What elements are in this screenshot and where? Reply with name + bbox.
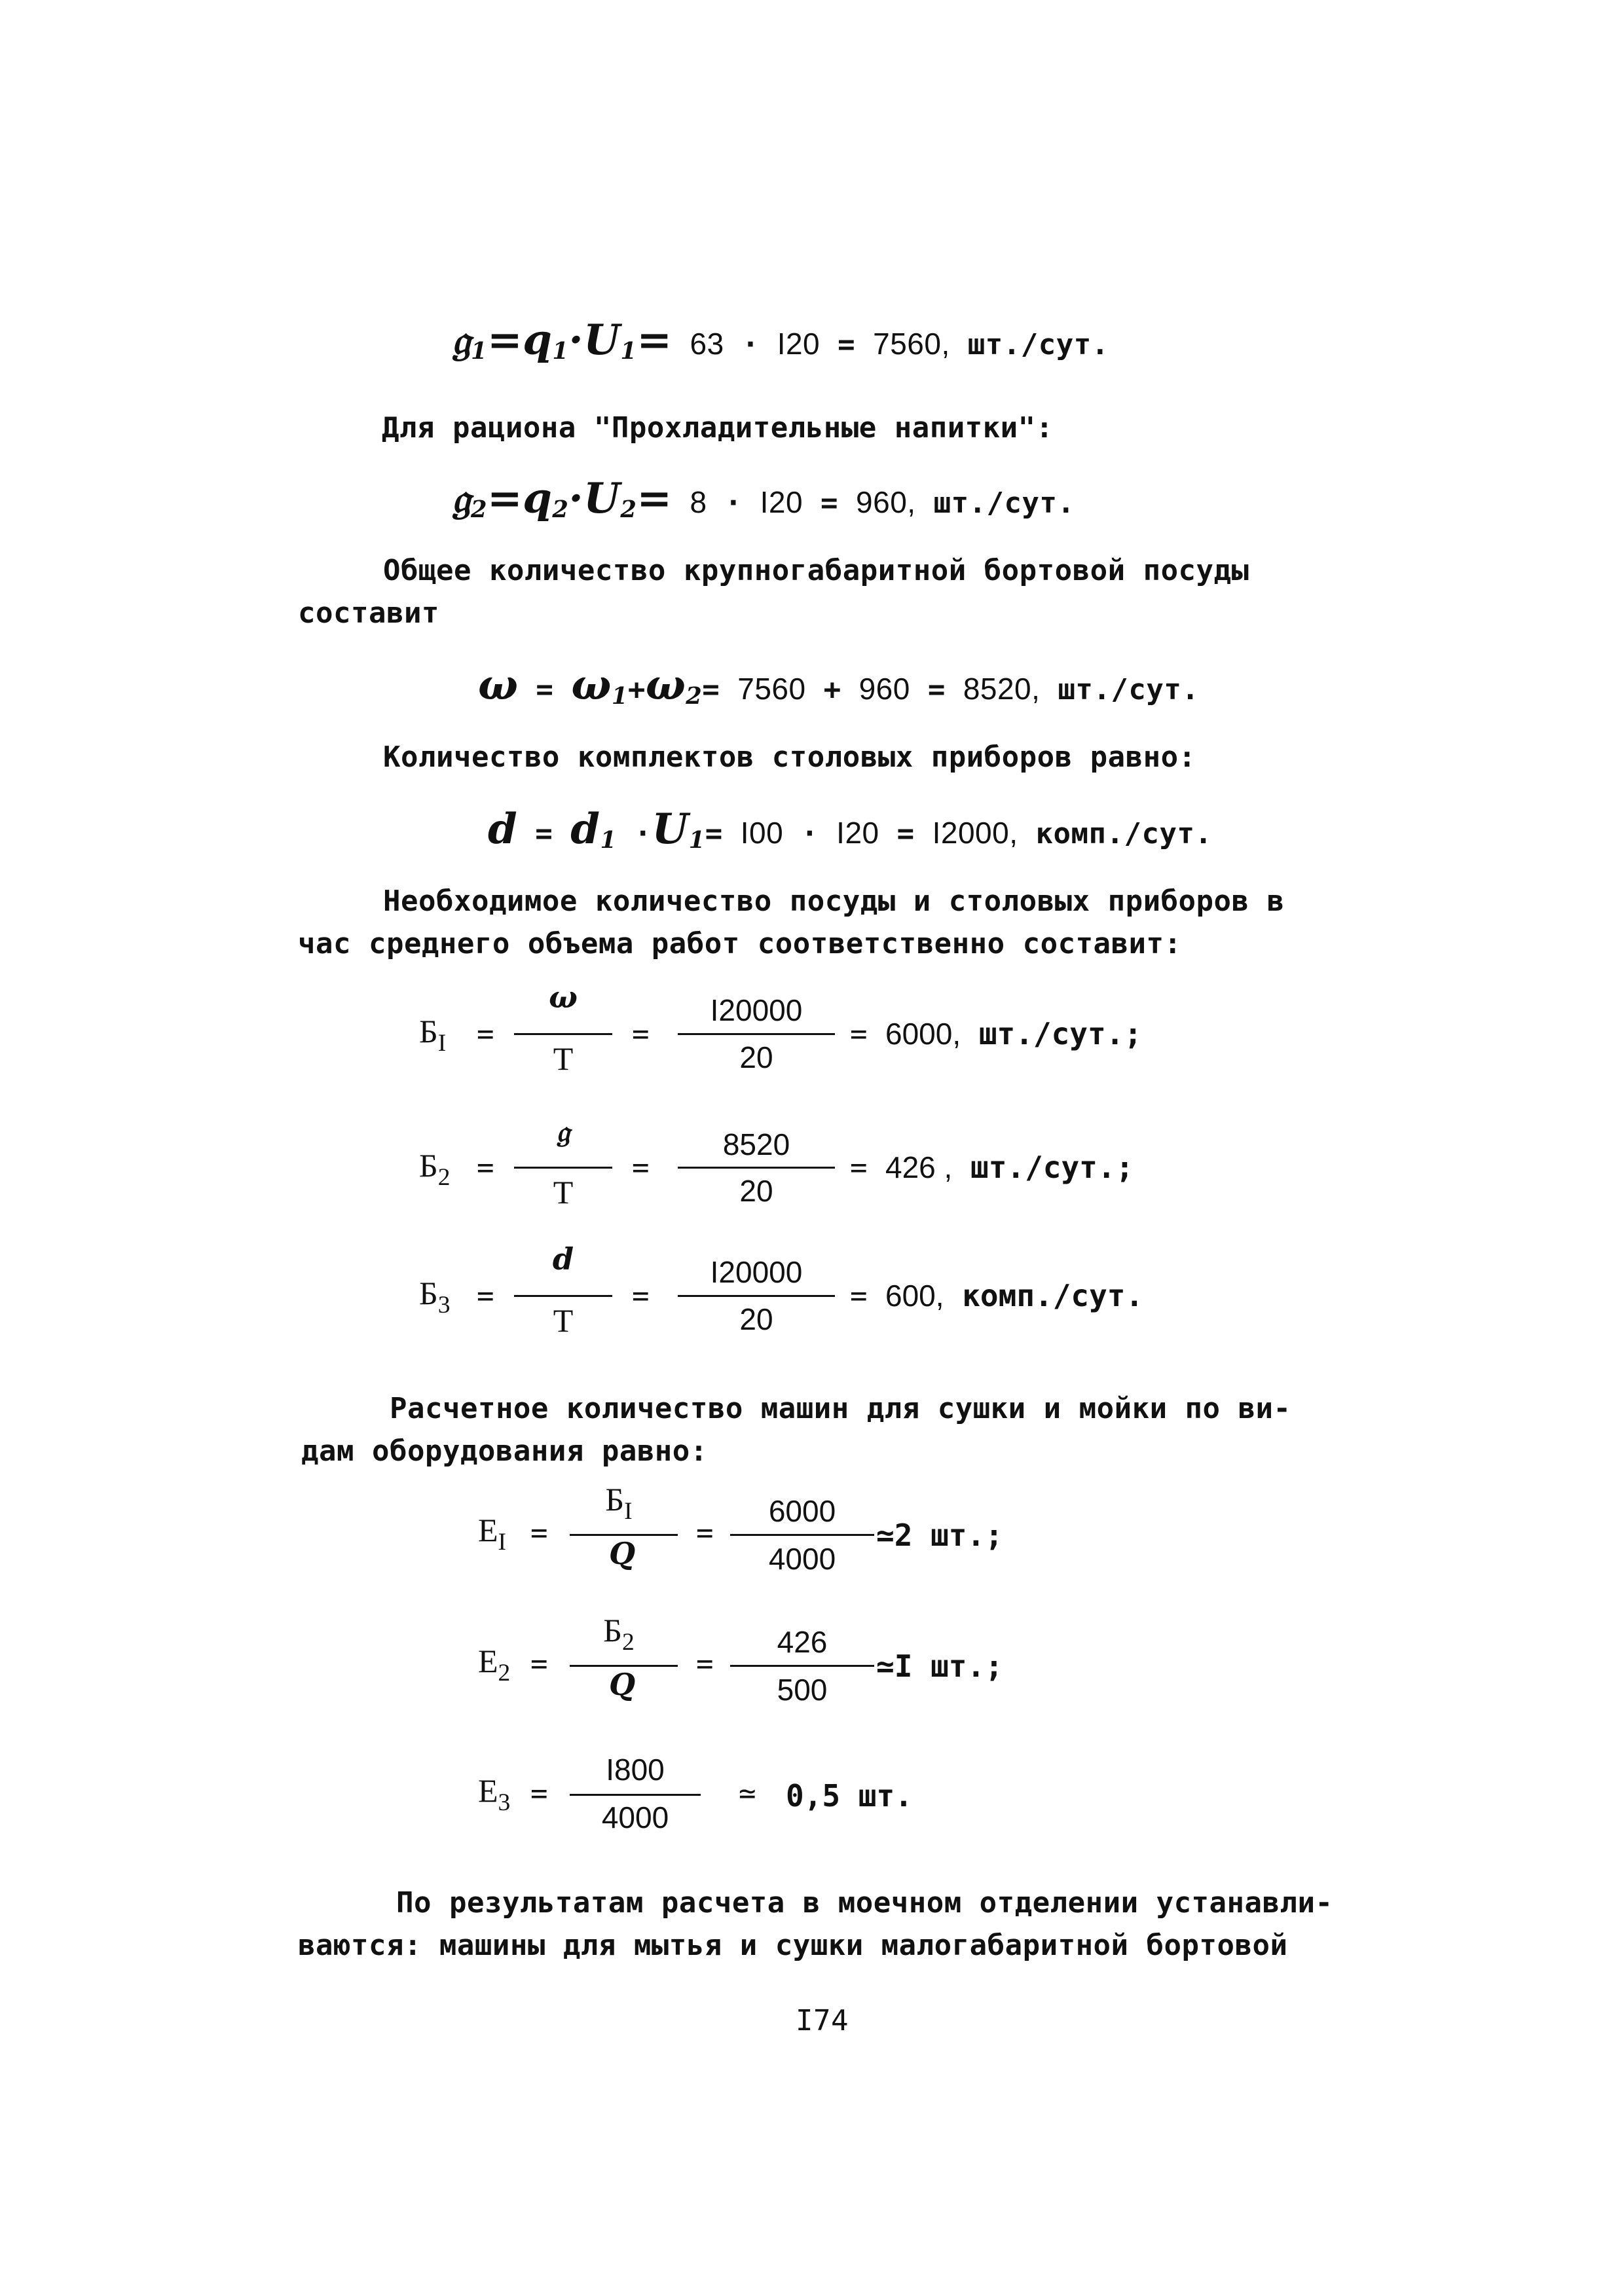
b3-fraction-bar-2: [678, 1295, 835, 1297]
e3-result: 0,5 шт.: [786, 1778, 913, 1813]
para-total-line-1: Общее количество крупногабаритной бортовой посуды: [383, 554, 1249, 587]
b3-fraction-bar-1: [514, 1295, 612, 1297]
para-result-line-1: По результатам расчета в моечном отделении устанавли-: [396, 1886, 1333, 1920]
symbol-omega: ω: [478, 661, 519, 710]
formula-omega: ω = ω1+ω2= 7560 + 960 = 8520, шт./сут.: [478, 661, 1200, 710]
b2-lhs: $Б_2$: [419, 1147, 451, 1192]
e3-fraction-bar: [570, 1794, 701, 1796]
symbol-q2: q2: [523, 474, 569, 524]
b1-lhs: $Б_I$: [419, 1013, 447, 1057]
e2-num-symbol: $Б_2$: [603, 1612, 635, 1656]
formula-g1: 𝔤1=q1·U1= 63 · I20 = 7560, шт./сут.: [452, 316, 1109, 365]
e2-den-symbol: Q: [608, 1667, 636, 1702]
para-sets: Количество комплектов столовых приборов равно:: [383, 740, 1196, 774]
para-total-line-2: составит: [298, 596, 439, 630]
label-drinks: Для рациона "Прохладительные напитки":: [382, 411, 1054, 445]
e3-numerator: I800: [606, 1753, 665, 1787]
symbol-u2: U2: [583, 474, 637, 524]
e2-result: ≃I шт.;: [876, 1649, 1003, 1684]
e2-numerator: 426: [777, 1625, 828, 1659]
para-need-line-2: час среднего объема работ соответственно составит:: [298, 927, 1182, 960]
b1-denominator: 20: [739, 1040, 773, 1074]
e1-result: ≃2 шт.;: [876, 1518, 1003, 1553]
symbol-u1: U1: [583, 316, 637, 365]
symbol-d1: d1: [570, 805, 617, 854]
b2-result: 426 , шт./сут.;: [885, 1150, 1134, 1185]
e2-fraction-bar-2: [730, 1665, 874, 1667]
e2-denominator: 500: [777, 1673, 828, 1707]
e1-denominator: 4000: [768, 1542, 836, 1576]
b1-result: 6000, шт./сут.;: [885, 1016, 1143, 1051]
b1-den-symbol: T: [553, 1040, 574, 1077]
b3-num-symbol: d: [552, 1241, 574, 1277]
symbol-d: d: [488, 805, 518, 854]
e1-numerator: 6000: [768, 1494, 836, 1528]
b2-num-symbol: 𝔤: [556, 1114, 570, 1149]
symbol-omega1: ω1: [571, 661, 628, 710]
b1-fraction-bar-1: [514, 1033, 612, 1035]
symbol-q1: q1: [523, 316, 569, 365]
para-calc-line-2: дам оборудования равно:: [301, 1434, 708, 1468]
e1-lhs: $E_I$: [478, 1512, 507, 1556]
e1-fraction-bar-2: [730, 1534, 874, 1536]
formula-d: d = d1 ·U1= I00 · I20 = I2000, комп./сут.: [488, 805, 1213, 854]
symbol-g2: 𝔤2: [452, 474, 487, 524]
symbol-omega2: ω2: [645, 661, 703, 710]
b3-numerator: I20000: [710, 1255, 803, 1289]
e2-lhs: $E_2$: [478, 1643, 511, 1687]
formula-g2: 𝔤2=q2·U2= 8 · I20 = 960, шт./сут.: [452, 474, 1075, 524]
symbol-u1b: U1: [652, 805, 705, 854]
b1-num-symbol: ω: [549, 979, 578, 1015]
b2-fraction-bar-2: [678, 1167, 835, 1169]
e3-denominator: 4000: [601, 1800, 669, 1834]
e3-lhs: $E_3$: [478, 1772, 511, 1817]
b1-numerator: I20000: [710, 993, 803, 1027]
symbol-g1: 𝔤1: [452, 316, 487, 365]
b2-fraction-bar-1: [514, 1167, 612, 1169]
b3-lhs: $Б_3$: [419, 1275, 451, 1319]
para-result-line-2: ваются: машины для мытья и сушки малогабаритной бортовой: [298, 1929, 1288, 1962]
b3-result: 600, комп./сут.: [885, 1278, 1144, 1313]
b2-denominator: 20: [739, 1174, 773, 1208]
e1-num-symbol: $Б_I$: [605, 1481, 633, 1525]
e1-den-symbol: Q: [608, 1536, 636, 1571]
page-number: I74: [796, 2004, 849, 2037]
b1-fraction-bar-2: [678, 1033, 835, 1035]
b2-numerator: 8520: [722, 1127, 790, 1161]
b2-den-symbol: T: [553, 1174, 574, 1211]
b3-den-symbol: T: [553, 1302, 574, 1339]
para-calc-line-1: Расчетное количество машин для сушки и мойки по ви-: [390, 1392, 1291, 1425]
b3-denominator: 20: [739, 1302, 773, 1336]
para-need-line-1: Необходимое количество посуды и столовых приборов в: [383, 884, 1285, 918]
e3-approx: ≃: [739, 1777, 756, 1810]
